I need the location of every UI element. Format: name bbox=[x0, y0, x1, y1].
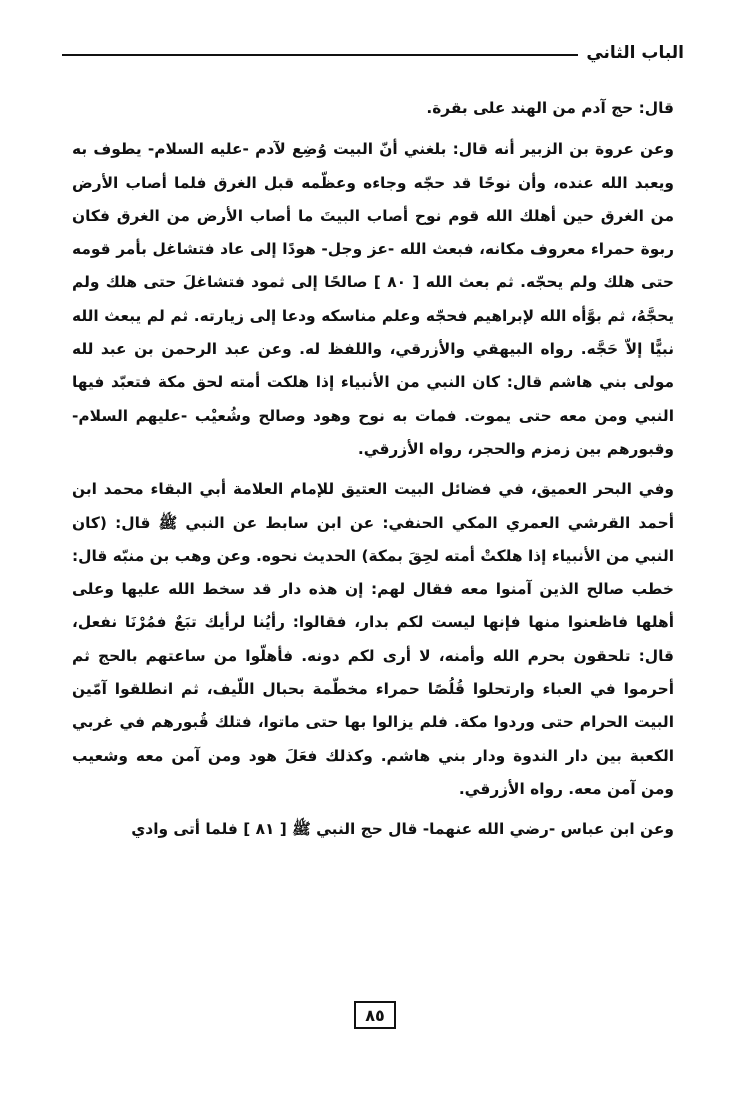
body-text bbox=[72, 92, 674, 854]
header-rule bbox=[62, 54, 578, 56]
running-header bbox=[62, 38, 684, 68]
chapter-title: الباب الثاني bbox=[586, 43, 684, 63]
paragraph: وعن ابن عباس -رضي الله عنهما- قال حج النبي ﷺ [ ٨١ ] فلما أتى وادي bbox=[131, 820, 674, 839]
paragraph: وفي البحر العميق، في فضائل البيت العتيق للإمام العلامة أبي البقاء محمد ابن أحمد القرشي العمري المكي الحنفي: عن ابن سابط عن النبي ﷺ قال: (كان النبي من الأنبياء إذا هلكتْ أمته لحِقَ بمكة) الحديث نحوه. وعن وهب بن منبّه قال: خطب صالح الذين آمنوا معه فقال لهم: إن هذه دار قد سخط الله عليها وعلى أهلها فاظعنوا منها فإنها ليست لكم بدار، فقالوا: رأيُنا لرأيك تبَعٌ فمُرْنَا نفعل، قال: تلحقون بحرم الله وأمنه، لا أرى لكم دونه. فأهلّوا من ساعتهم بالحج ثم أحرموا في العباء وارتحلوا قُلُصًا حمراء مخطّمة بحبال اللّيف، ثم انطلقوا آمّين البيت الحرام حتى وردوا مكة. فلم يزالوا بها حتى ماتوا، فتلك قُبورهم في غربي الكعبة بين دار الندوة ودار بني هاشم. وكذلك فعَلَ هود ومن آمن معه وشعيب ومن آمن معه. رواه الأزرقي. bbox=[72, 480, 674, 798]
page-number: ٨٥ bbox=[354, 1001, 396, 1029]
paragraph: وعن عروة بن الزبير أنه قال: بلغني أنّ البيت وُضِع لآدم -عليه السلام- يطوف به ويعبد الله عنده، وأن نوحًا قد حجّه وجاءه وعظّمه قبل الغرق فلما أصاب الأرض من الغرق حين أهلك الله قوم نوح أصاب البيتَ ما أصاب الأرض من الغرق فكان ربوة حمراء معروف مكانه، فبعث الله -عز وجل- هودًا إلى عاد فتشاغل بأمر قومه حتى هلك ولم يحجّه. ثم بعث الله [ ٨٠ ] صالحًا إلى ثمود فتشاغلَ حتى هلك ولم يحجَّهُ، ثم بوَّأه الله لإبراهيم فحجّه وعلم مناسكه ودعا إلى زيارته. ثم لم يبعث الله نبيًّا إلاّ حَجَّه. رواه البيهقي والأزرقي، واللفظ له. وعن عبد الرحمن بن عبد لله مولى بني هاشم قال: كان النبي من الأنبياء إذا هلكت أمته لحق مكة فتعبّد فيها النبي ومن معه حتى يموت. فمات به نوح وهود وصالح وشُعيْب -عليهم السلام- وقبورهم بين زمزم والحجر، رواه الأزرقي. bbox=[72, 140, 674, 458]
paragraph: قال: حج آدم من الهند على بقرة. bbox=[426, 99, 674, 117]
